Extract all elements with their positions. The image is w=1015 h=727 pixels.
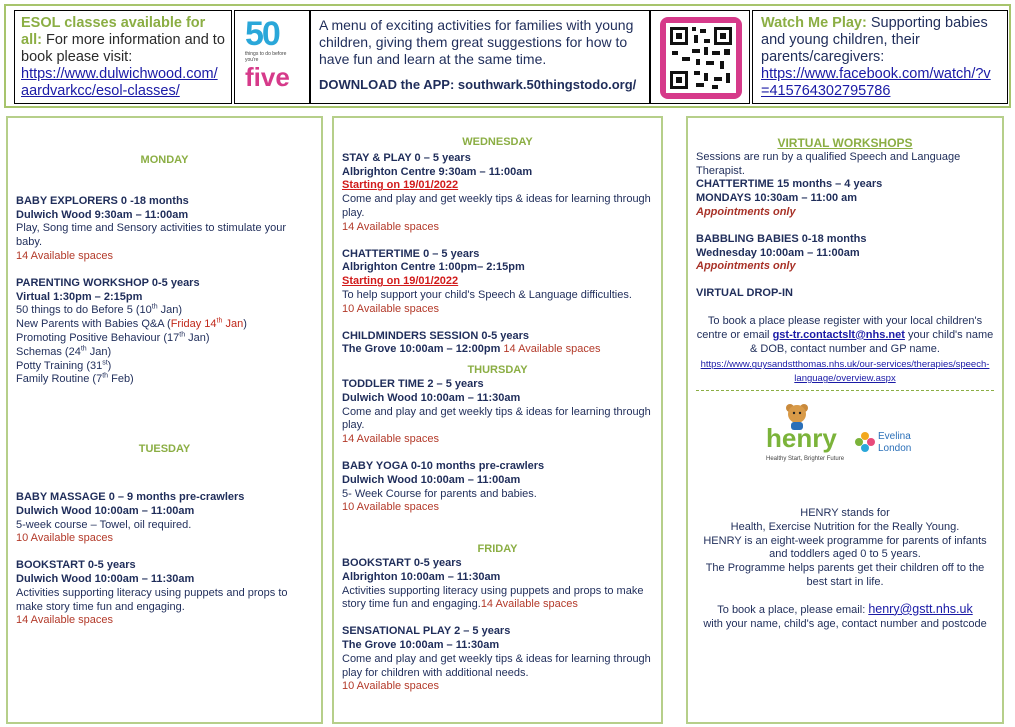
activity-title: BOOKSTART 0-5 years: [16, 559, 136, 572]
activity-where: Dulwich Wood 10:00am – 11:00am: [16, 504, 195, 517]
start-date: Starting on 19/01/2022: [342, 179, 459, 192]
activity-desc: Play, Song time and Sensory activities to stimulate your baby.: [16, 222, 287, 249]
activity-where: Dulwich Wood 10:00am – 11:30am: [16, 572, 195, 585]
column-monday-tuesday: [6, 116, 323, 724]
appointments-note: Appointments only: [696, 260, 796, 273]
qr-code-icon[interactable]: [660, 17, 742, 99]
activity-title: BABY EXPLORERS 0 -18 months: [16, 194, 189, 207]
henry-booking: To book a place, please email: henry@gstt.nhs.uk: [717, 601, 973, 616]
workshop-item: Family Routine (7th Feb): [16, 372, 134, 386]
fifty-things-logo: [234, 10, 310, 104]
activity-title: BABY MASSAGE 0 – 9 months pre-crawlers: [16, 490, 245, 503]
activity-title: CHILDMINDERS SESSION 0-5 years: [342, 329, 530, 342]
activity-title: BOOKSTART 0-5 years: [342, 556, 462, 569]
henry-expansion: Health, Exercise Nutrition for the Really Young.: [730, 520, 960, 533]
activity-title: CHATTERTIME 0 – 5 years: [342, 247, 480, 260]
activity-spaces: 14 Available spaces: [342, 433, 440, 446]
activity-where: Albrighton Centre 9:30am – 11:00am: [342, 165, 533, 178]
activity-spaces: 10 Available spaces: [342, 680, 440, 693]
activity-spaces: 14 Available spaces: [342, 220, 440, 233]
activity-desc: Activities supporting literacy using puppets and props to make story time fun and engaging.14 Available spaces: [342, 584, 644, 611]
day-heading-thursday: THURSDAY: [467, 364, 528, 377]
divider: [696, 390, 994, 391]
henry-description: HENRY is an eight-week programme for parents of infants and toddlers aged 0 to 5 years.: [703, 534, 987, 561]
app-menu-text: A menu of exciting activities for families with young children, giving them great suggestions for how to have fun and learn at the same time.: [319, 17, 634, 67]
booking-instructions: To book a place please register with your local children's centre or email gst-tr.contactslt@nhs.net your child's name & DOB, contact number and GP name.: [696, 314, 994, 355]
activity-where: Virtual 1:30pm – 2:15pm: [16, 290, 143, 303]
activity-where: Wednesday 10:00am – 11:00am: [696, 246, 860, 259]
slt-email-link[interactable]: gst-tr.contactslt@nhs.net: [772, 328, 905, 341]
logo-five: five: [245, 62, 290, 92]
activity-spaces: 10 Available spaces: [16, 532, 114, 545]
activity-spaces: 14 Available spaces: [480, 598, 578, 611]
henry-helps: The Programme helps parents get their children off to the best start in life.: [705, 562, 985, 588]
activity-where: Albrighton 10:00am – 11:30am: [342, 570, 501, 583]
activity-where: Dulwich Wood 9:30am – 11:00am: [16, 208, 189, 221]
logo-number: 50: [245, 15, 279, 53]
day-heading-wednesday: WEDNESDAY: [462, 136, 533, 148]
activity-title: CHATTERTIME 15 months – 4 years: [696, 178, 883, 191]
henry-stands-for: HENRY stands for: [800, 506, 890, 519]
activity-title: PARENTING WORKSHOP 0-5 years: [16, 276, 200, 289]
activity-title: SENSATIONAL PLAY 2 – 5 years: [342, 625, 511, 638]
henry-logo-text: henry: [766, 422, 837, 453]
activity-desc: 5- Week Course for parents and babies.: [342, 487, 537, 500]
activity-spaces: 14 Available spaces: [500, 343, 601, 356]
qr-box: [650, 10, 750, 104]
appointments-note: Appointments only: [696, 205, 796, 218]
download-app-text: DOWNLOAD the APP: southwark.50thingstodo.org/: [319, 77, 637, 92]
workshop-item: Schemas (24th Jan): [16, 345, 112, 358]
esol-heading: ESOL classes available for all:: [21, 15, 206, 48]
activity-where: The Grove 10:00am – 11:30am: [342, 638, 500, 651]
evelina-flower-icon: [854, 431, 876, 453]
activity-spaces: 10 Available spaces: [342, 302, 440, 315]
logo-small-text: things to do before you're: [245, 51, 287, 63]
esol-text: For more information and to book please visit:: [21, 32, 225, 65]
henry-booking-details: with your name, child's age, contact number and postcode: [703, 617, 987, 630]
activity-desc: Come and play and get weekly tips & ideas for learning through play for children with additional needs.: [342, 652, 651, 679]
watch-heading: Watch Me Play:: [761, 15, 867, 31]
activity-spaces: 14 Available spaces: [16, 614, 114, 627]
watch-me-play-box: [752, 10, 1008, 104]
activity-desc: To help support your child's Speech & Language difficulties.: [342, 288, 632, 301]
activity-desc: Activities supporting literacy using puppets and props to make story time fun and engaging.: [16, 586, 288, 613]
activity-where: The Grove 10:00am – 12:00pm: [342, 343, 501, 356]
activity-desc: 5-week course – Towel, oil required.: [16, 518, 192, 531]
day-heading-monday: MONDAY: [140, 154, 189, 166]
top-banner: [4, 4, 1011, 108]
virtual-workshops-heading: VIRTUAL WORKSHOPS: [777, 136, 913, 150]
day-heading-friday: FRIDAY: [477, 543, 518, 556]
app-menu-box: [310, 10, 650, 104]
henry-logos: [696, 395, 994, 471]
gstt-service-link[interactable]: https://www.guysandstthomas.nhs.uk/our-services/therapies/speech-language/overview.aspx: [700, 359, 990, 385]
activity-title: BABBLING BABIES 0-18 months: [696, 232, 867, 245]
activity-spaces: 14 Available spaces: [16, 249, 114, 262]
henry-tagline: Healthy Start, Brighter Future: [766, 455, 845, 462]
esol-box: [14, 10, 232, 104]
start-date: Starting on 19/01/2022: [342, 275, 459, 288]
day-heading-tuesday: TUESDAY: [138, 443, 191, 456]
activity-where: Albrighton Centre 1:00pm– 2:15pm: [342, 261, 525, 274]
column-virtual-henry: [686, 116, 1004, 724]
watch-text: Supporting babies and young children, their parents/caregivers:: [761, 15, 988, 65]
activity-where: Dulwich Wood 10:00am – 11:30am: [342, 391, 521, 404]
henry-email-link[interactable]: henry@gstt.nhs.uk: [868, 601, 973, 616]
workshop-item: New Parents with Babies Q&A (Friday 14th Jan): [16, 317, 247, 331]
activity-spaces: 10 Available spaces: [342, 501, 440, 514]
column-wed-thu-fri: [332, 116, 663, 724]
evelina-logo-text: Evelina London: [878, 430, 912, 454]
activity-where: MONDAYS 10:30am – 11:00 am: [696, 192, 858, 205]
workshop-item: Promoting Positive Behaviour (17th Jan): [16, 331, 210, 344]
virtual-drop-in: VIRTUAL DROP-IN: [696, 287, 793, 300]
activity-title: TODDLER TIME 2 – 5 years: [342, 377, 484, 390]
virtual-intro: Sessions are run by a qualified Speech and Language Therapist.: [696, 150, 961, 177]
activity-desc: Come and play and get weekly tips & ideas for learning through play.: [342, 193, 651, 219]
activity-title: STAY & PLAY 0 – 5 years: [342, 151, 471, 164]
workshop-item: 50 things to do Before 5 (10th Jan): [16, 303, 183, 317]
workshop-item: Potty Training (31st): [16, 358, 112, 372]
activity-where: Dulwich Wood 10:00am – 11:00am: [342, 473, 521, 486]
esol-link[interactable]: https://www.dulwichwood.com/aardvarkcc/esol-classes/: [21, 66, 218, 99]
activity-desc: Come and play and get weekly tips & ideas for learning through play.: [342, 405, 651, 432]
watch-link[interactable]: https://www.facebook.com/watch/?v=415764302795786: [761, 66, 991, 99]
activity-title: BABY YOGA 0-10 months pre-crawlers: [342, 459, 545, 472]
